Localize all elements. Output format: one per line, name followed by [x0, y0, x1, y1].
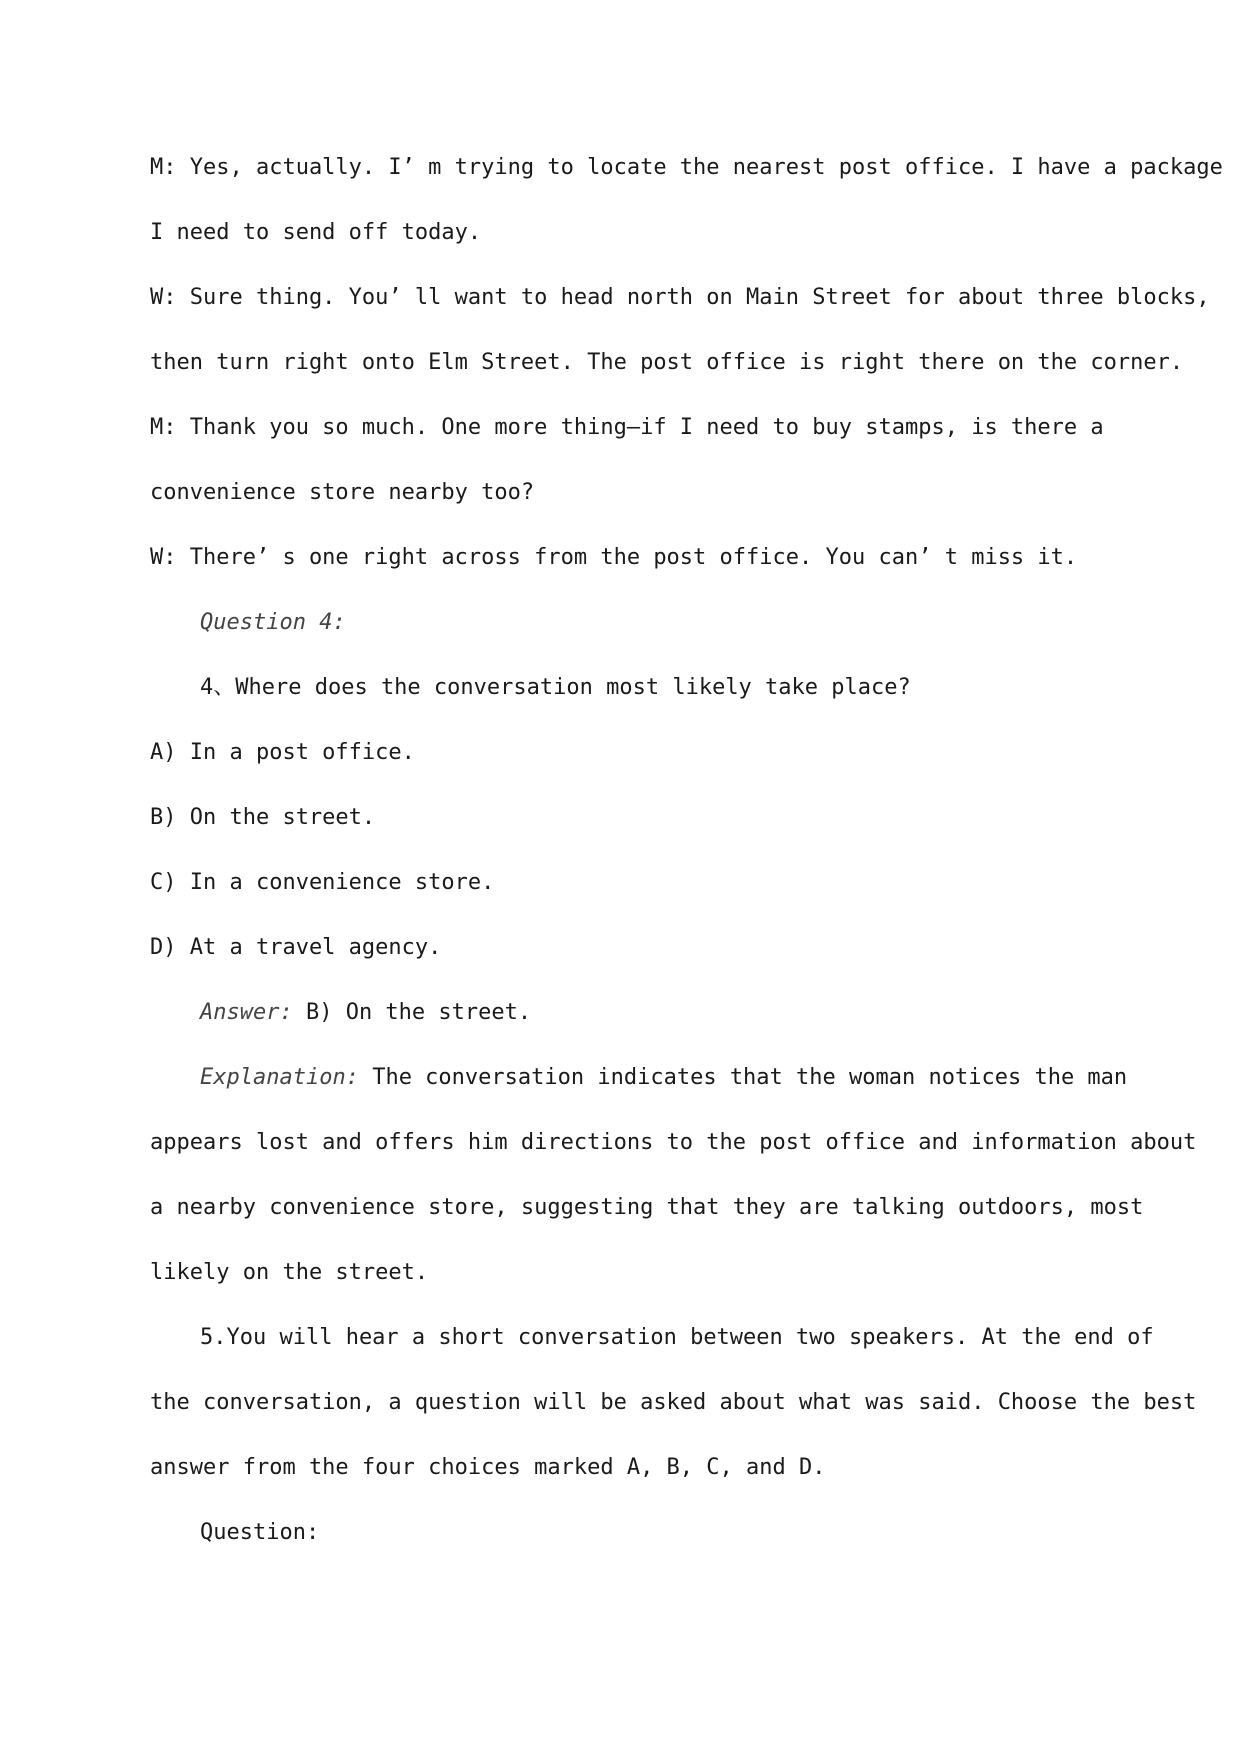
dialogue-line: then turn right onto Elm Street. The post office is right there on the corner.: [150, 350, 1184, 375]
question-5-instruction: answer from the four choices marked A, B, C, and D.: [150, 1455, 826, 1480]
dialogue-line: M: Yes, actually. I’ m trying to locate the nearest post office. I have a package: [150, 155, 1223, 180]
answer-text: B) On the street.: [292, 1000, 532, 1025]
option-d: D) At a travel agency.: [150, 935, 442, 960]
question-4-label: Question 4:: [200, 610, 346, 635]
explanation-text: likely on the street.: [150, 1260, 429, 1285]
explanation-line: [150, 1045, 1128, 1110]
document-page: [150, 135, 1223, 1565]
answer-label: Answer:: [200, 1000, 293, 1025]
dialogue-line: convenience store nearby too?: [150, 480, 535, 505]
question-5-instruction: 5.You will hear a short conversation between two speakers. At the end of: [200, 1325, 1154, 1350]
dialogue-line: I need to send off today.: [150, 220, 482, 245]
question-5-instruction: the conversation, a question will be asked about what was said. Choose the best: [150, 1390, 1197, 1415]
explanation-label: Explanation:: [200, 1065, 359, 1090]
question-4-text: 4、Where does the conversation most likely take place?: [200, 675, 911, 700]
dialogue-line: W: There’ s one right across from the post office. You can’ t miss it.: [150, 545, 1078, 570]
explanation-text: The conversation indicates that the woman notices the man: [358, 1065, 1128, 1090]
dialogue-line: M: Thank you so much. One more thing—if I need to buy stamps, is there a: [150, 415, 1104, 440]
dialogue-line: W: Sure thing. You’ ll want to head north on Main Street for about three blocks,: [150, 285, 1210, 310]
explanation-text: a nearby convenience store, suggesting that they are talking outdoors, most: [150, 1195, 1144, 1220]
question-5-label: Question:: [200, 1520, 320, 1545]
option-a: A) In a post office.: [150, 740, 415, 765]
option-c: C) In a convenience store.: [150, 870, 495, 895]
explanation-text: appears lost and offers him directions to the post office and information about: [150, 1130, 1197, 1155]
answer-line: [150, 980, 1095, 1045]
option-b: B) On the street.: [150, 805, 376, 830]
